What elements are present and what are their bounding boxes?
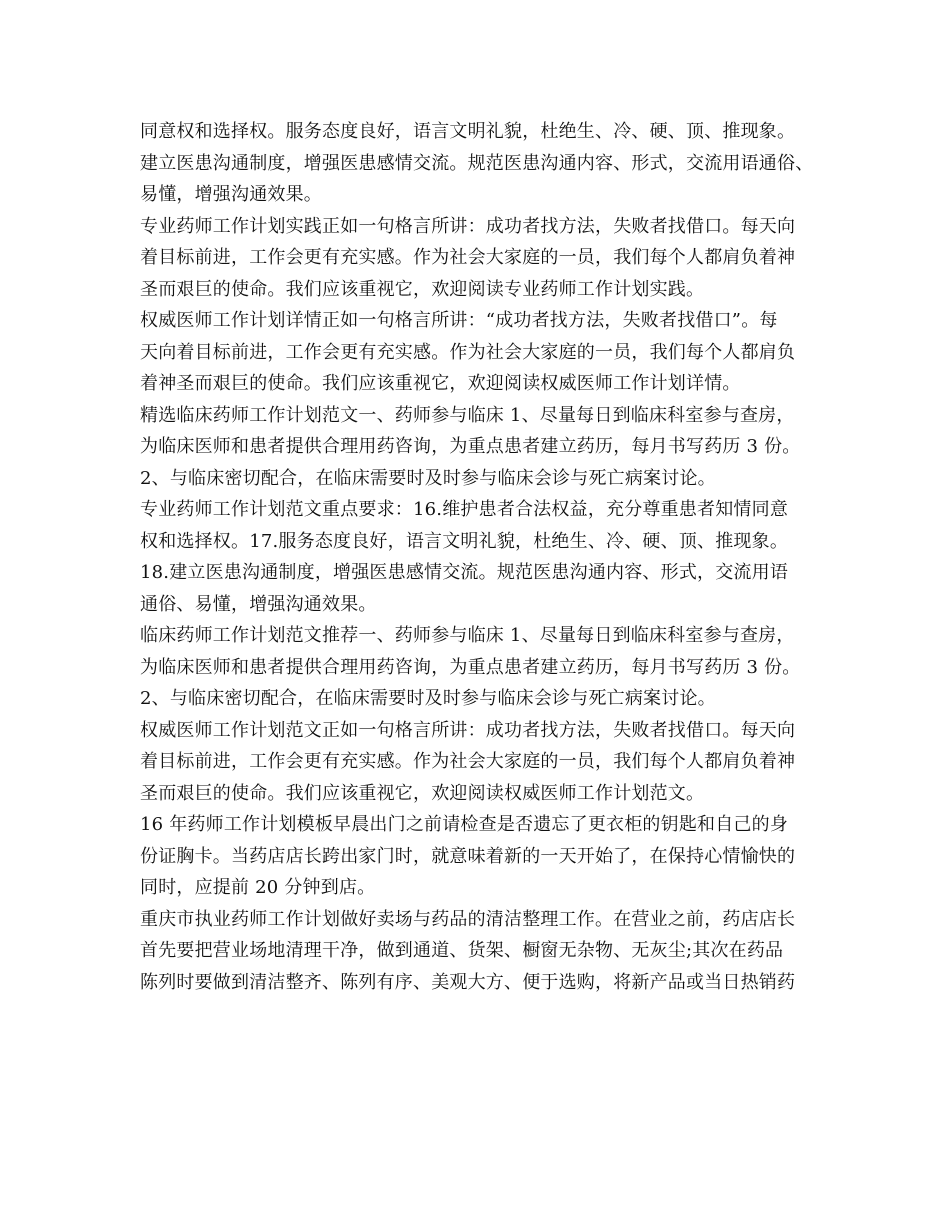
text-line: 圣而艰巨的使命。我们应该重视它，欢迎阅读专业药师工作计划实践。 [140, 278, 705, 300]
text-line: 2、与临床密切配合，在临床需要时及时参与临床会诊与死亡病案讨论。 [140, 688, 716, 709]
text-line: 圣而艰巨的使命。我们应该重视它，欢迎阅读权威医师工作计划范文。 [140, 782, 705, 804]
text-line: 重庆市执业药师工作计划做好卖场与药品的清洁整理工作。在营业之前，药店店长 [140, 908, 796, 930]
text-line: 权威医师工作计划范文正如一句格言所讲：成功者找方法，失败者找借口。每天向 [140, 719, 796, 741]
text-line: 为临床医师和患者提供合理用药咨询，为重点患者建立药历，每月书写药历 3 份。 [140, 436, 801, 457]
document-body [140, 116, 830, 998]
text-line: 天向着目标前进，工作会更有充实感。作为社会大家庭的一员，我们每个人都肩负 [140, 341, 796, 363]
text-line: 18.建立医患沟通制度，增强医患感情交流。规范医患沟通内容、形式，交流用语 [140, 562, 789, 583]
text-line: 专业药师工作计划范文重点要求：16.维护患者合法权益，充分尊重患者知情同意 [140, 499, 789, 520]
text-line: 精选临床药师工作计划范文一、药师参与临床 1、尽量每日到临床科室参与查房， [140, 404, 795, 426]
text-line: 陈列时要做到清洁整齐、陈列有序、美观大方、便于选购，将新产品或当日热销药 [140, 971, 796, 993]
text-line: 2、与临床密切配合，在临床需要时及时参与临床会诊与死亡病案讨论。 [140, 467, 716, 489]
text-line: 着神圣而艰巨的使命。我们应该重视它，欢迎阅读权威医师工作计划详情。 [140, 373, 741, 394]
text-line: 16 年药师工作计划模板早晨出门之前请检查是否遗忘了更衣柜的钥匙和自己的身 [140, 814, 789, 835]
text-line: 首先要把营业场地清理干净，做到通道、货架、橱窗无杂物、无灰尘;其次在药品 [140, 940, 784, 961]
text-line: 临床药师工作计划范文推荐一、药师参与临床 1、尽量每日到临床科室参与查房， [140, 625, 795, 646]
text-line: 易懂，增强沟通效果。 [140, 184, 322, 205]
text-line: 专业药师工作计划实践正如一句格言所讲：成功者找方法，失败者找借口。每天向 [140, 215, 796, 237]
text-line: 着目标前进，工作会更有充实感。作为社会大家庭的一员，我们每个人都肩负着神 [140, 247, 796, 268]
text-line: 同意权和选择权。服务态度良好，语言文明礼貌，杜绝生、冷、硬、顶、推现象。 [140, 121, 796, 142]
text-line: 建立医患沟通制度，增强医患感情交流。规范医患沟通内容、形式，交流用语通俗、 [140, 152, 814, 174]
text-line: 权和选择权。17.服务态度良好，语言文明礼貌，杜绝生、冷、硬、顶、推现象。 [140, 530, 789, 552]
text-line: 着目标前进，工作会更有充实感。作为社会大家庭的一员，我们每个人都肩负着神 [140, 751, 796, 772]
text-line: 为临床医师和患者提供合理用药咨询，为重点患者建立药历，每月书写药历 3 份。 [140, 656, 801, 678]
text-line: 通俗、易懂，增强沟通效果。 [140, 593, 377, 615]
text-line: 份证胸卡。当药店店长跨出家门时，就意味着新的一天开始了，在保持心情愉快的 [140, 845, 796, 867]
text-line: 同时，应提前 20 分钟到店。 [140, 877, 376, 898]
text-line: 权威医师工作计划详情正如一句格言所讲：“成功者找方法，失败者找借口”。每 [140, 310, 778, 331]
